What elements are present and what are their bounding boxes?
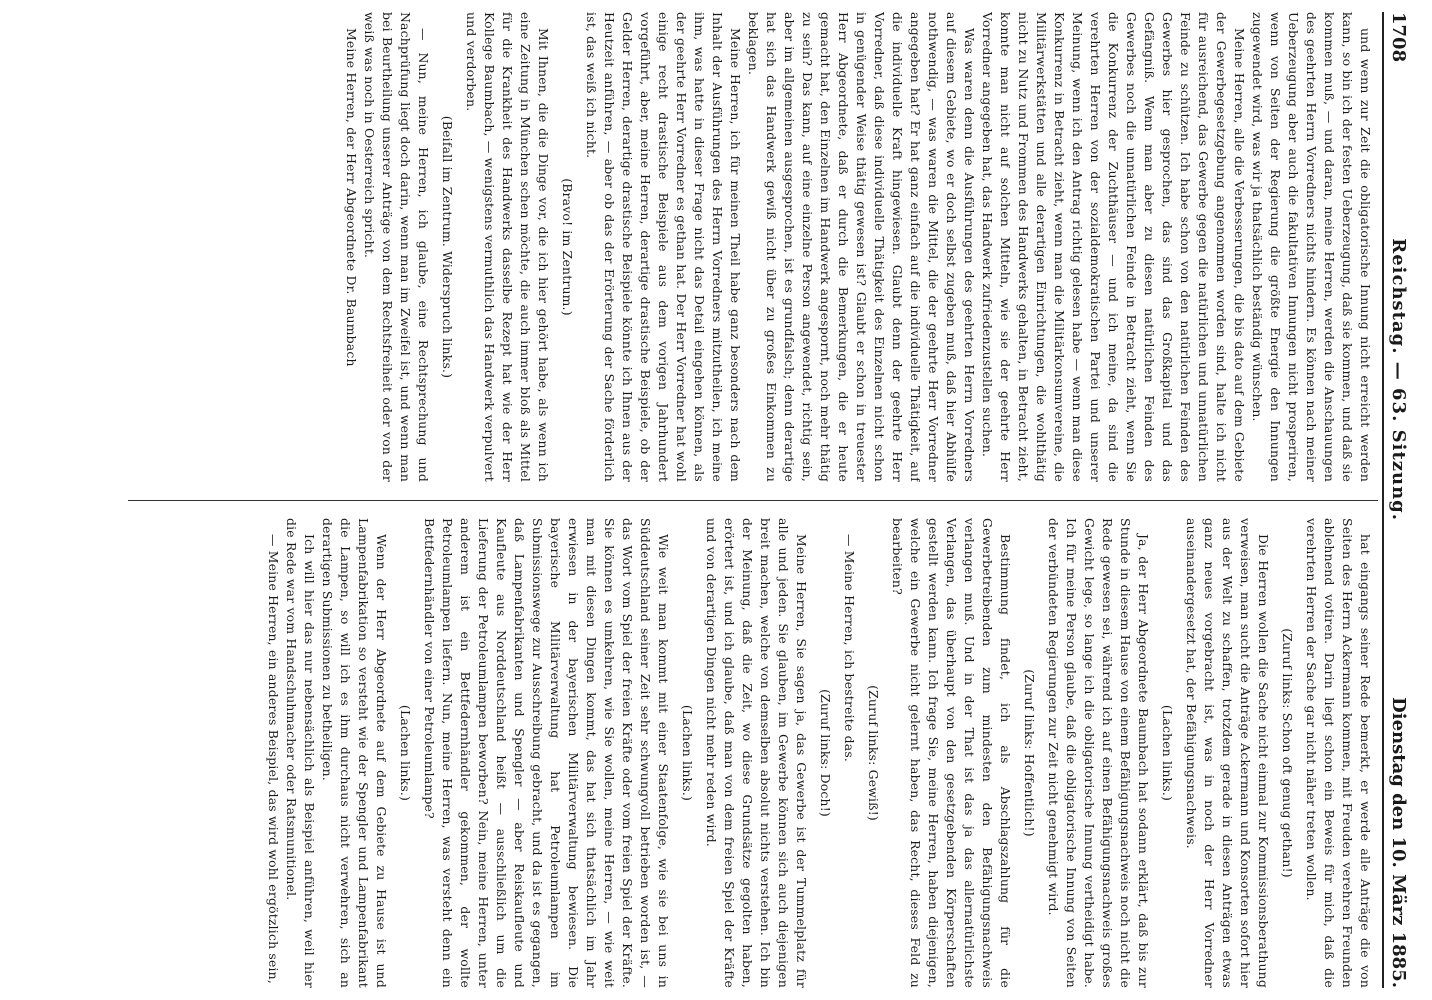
- page-number: 1708: [1388, 12, 1409, 63]
- interjection: (Bravo! im Zentrum.): [560, 178, 575, 316]
- header-title: Reichstag. — 63. Sitzung.: [1388, 238, 1409, 522]
- paragraph: Mit Ihnen, die die Dinge vor, die ich hier gehört habe, als wenn ich eine Zeitung in München schen möchte, die auch immer bloß als Mittel für die Krankheit des Handwerks dasselbe Rezept hat wie der Herr Kollege Baumbach, — wenigstens vermuthlich das Handwerk verpulvert und verdorben.: [464, 12, 551, 482]
- page-header: [1382, 12, 1422, 988]
- interjection: (Lachen links.): [680, 704, 695, 802]
- interjection: (Zuruf links: Hoffentlich!): [1022, 669, 1037, 837]
- paragraph: und wenn zur Zeit die obligatorische Innung nicht erreicht werden kann, so bin ich der festen Ueberzeugung, daß sie kommen, und daß sie kommen muß, — und daran, meine Herren, werden die Anschauungen des geehrten Herrn Vorredners nichts hindern. Es können nach meiner Ueberzeugung aber auch die fakultativen Innungen nicht prosperiren, wenn von Seiten der Regierung die größte Energie den Innungen zugewendet wird, was wir ja thatsächlich beständig wünschen.: [1250, 12, 1373, 482]
- paragraph: — Nun, meine Herren, ich glaube, eine Rechtsprechung und Nachprüfung liegt doch darin, wenn man im Zweifel ist, und wenn man bei Beurtheilung unserer Anträge von dem Rechtsfreiheit oder von der weiß was noch in Oesterreich spricht.: [362, 12, 431, 482]
- paragraph: Was waren denn die Ausführungen des geehrten Herrn Vorredners auf diesem Gebiete, wo er doch selbst zugeben muß, daß hier Abhülfe nothwendig, — was waren die Mittel, die der geehrte Herr Vorredner angegeben hat? Er hat ganz einfach auf die individuelle Thätigkeit, auf die individuelle Kraft hingewiesen. Glaubt denn der geehrte Herr Vorredner, daß diese individuelle Thätigkeit des Einzelnen nicht schon in genügender Weise thätig gewesen ist? Glaubt er schon in treuester Herr Abgeordnete, daß er durch die Bemerkungen, die er heute gemacht hat, den Einzelnen im Handwerk angespornt, noch mehr thätig zu sein? Das kann, auf eine einzelne Person angewendet, richtig sein, aber im allgemeinen ausgesprochen, ist es grundfalsch; denn derartige hat sich das Handwerk gewiß nicht über zu großes Einkommen zu beklagen.: [746, 12, 977, 482]
- interjection: (Lachen links.): [1160, 704, 1175, 802]
- column-divider: [128, 500, 1378, 501]
- paragraph: Wenn der Herr Abgeordnete auf dem Gebiete zu Hause ist und Lampenfabrikation so versteht wie der Spengler und Lampenfabrikant die Lampen, so will ich es ihm durchaus nicht verwehren, sich an derartigen Submissionen zu betheiligen.: [320, 518, 389, 988]
- interjection: (Beifall im Zentrum. Widerspruch links.): [440, 115, 455, 379]
- paragraph: Meine Herren, ich für meinen Theil habe ganz besonders nach dem Inhalt der Ausführungen des Herrn Vorredners mitzutheilen, ich meine ihm, was hatte in dieser Frage nicht das Detail eingehen können, als der geehrte Herr Vorredner es gethan hat. Der Herr Vorredner hat wohl einige recht drastische Beispiele aus dem vorigen Jahrhundert vorgeführt, aber, meine Herren, derartige drastische Beispiele, ob der Gelder Herren, derartige drastische Beispiele könnte ich Ihnen aus der Heutzeit anführen, — aber ob das der Erörterung der Sache förderlich ist, das weiß ich nicht.: [584, 12, 743, 482]
- interjection: (Zuruf links: Schon oft genug gethan!): [1280, 628, 1295, 878]
- paragraph: — Meine Herren, ich bestreite das.: [842, 534, 857, 763]
- paragraph: Meine Herren, der Herr Abgeordnete Dr. Baumbach: [344, 28, 359, 367]
- paragraph: Bestimmung findet, ich als Abschlagszahlung für die Gewerbetreibenden zum mindesten den Befähigungsnachweis verlangen muß. Und in der That ist das ja das allernatürlichste Verlangen, das überhaupt von den gesetzgebenden Körperschaften gestellt werden kann. Ich frage Sie, meine Herren, haben diejenigen, welche ein Gewerbe nicht gelernt haben, das Recht, dieses Feld zu bearbeiten?: [890, 518, 1013, 988]
- paragraph: Meine Herren, Sie sagen ja, das Gewerbe ist der Tummelplatz für alle und jeden. Sie glauben, im Gewerbe können sich auch diejenigen breit machen, welche von demselben absolut nichts verstehen. Ich bin der Meinung, daß die Zeit, wo diese Grundsätze gegolten haben, erörtert ist, und ich glaube, daß man von dem freien Spiel der Kräfte und von derartigen Dingen nicht mehr reden wird.: [704, 518, 809, 988]
- paragraph: Wie weit man kommt mit einer Staatenfolge, wie sie bei uns in Süddeutschland seiner Zeit sehr schwungvoll betrieben worden ist, — das Wort vom Spiel der freien Kräfte oder vom freien Spiel der Kräfte. Sie können es umkehren, wie Sie wollen, meine Herren, — wie weit man mit diesen Dingen kommt, das hat sich thatsächlich im Jahr erwiesen in der bayerischen Militärverwaltung bewiesen. Die bayerische Militärverwaltung hat Petroleumlampen im Submissionswege zur Ausschreibung gebracht, und da ist es gegangen, daß Lampenfabrikanten und Spengler — aber Reiskaufleute und Kaufleute aus Norddeutschland heißt — ausschließlich um die Lieferung der Petroleumlampen beworben? Nein, meine Herren, unter anderem ist ein Bettfedernhändler gekommen, der wollte Petroleumlampen liefern. Nun, meine Herren, was versteht denn ein Bettfedernhändler von einer Petroleumlampe?: [422, 518, 671, 988]
- interjection: (Zuruf links: Gewiß!): [866, 685, 881, 821]
- paragraph: hat eingangs seiner Rede bemerkt, er werde alle Anträge die von Seiten des Herrn Ackermann kommen, mit Freuden verehren Freunden ablehnend votiren. Darin liegt schon ein Beweis für mich, daß die verehrten Herren der Sache gar nicht näher treten wollen.: [1304, 518, 1373, 988]
- paragraph: — Meine Herren, ein anderes Beispiel, das wird wohl ergötzlich sein,: [266, 534, 281, 985]
- header-date: Dienstag den 10. März 1885.: [1388, 697, 1409, 988]
- paragraph: Meine Herren, alle die Verbesserungen, die bis dato auf dem Gebiete der Gewerbegesetzgebung angenommen worden sind, halte ich nicht für ausreichend, das Gewerbe gegen die natürlichen und unnatürlichen Feinde zu schützen. Ich habe schon von den natürlichen Feinden des Gewerbes hier gesprochen, das sind das Großkapital und das Gefängniß. Wenn man aber zu diesen natürlichen Feinden des Gewerbes noch die unnatürlichen Feinde in Betracht zieht, wenn Sie die Konkurrenz der Zuchthäuser — und ich meine, da sind die verehrten Herren von der sozialdemokratischen Partei und unserer Meinung, wenn ich den Antrag richtig gelesen habe — wenn man diese Konkurrenz in Betracht zieht, wenn man die Militärkonsumvereine, die Militärwerkstätten und alle derartigen Einrichtungen, die wohlthätig nicht zu Nutz und Frommen des Handwerks gehalten, in Betracht zieht, konnte man nicht auf solchen Mitteln, wie sie der geehrte Herr Vorredner angegeben hat, das Handwerk zufriedenzustellen suchen.: [980, 12, 1247, 482]
- paragraph: Die Herren wollen die Sache nicht einmal zur Kommissionsberathung verweisen, man sucht die Anträge Ackermann und Konsorten sofort hier aus der Welt zu schaffen, trotzdem gerade in diesen Anträgen etwas ganz neues vorgebracht ist, was in noch der Herr Vorredner auseinandergesetzt hat, der Befähigungsnachweis.: [1184, 518, 1271, 988]
- page-content: [122, 12, 1422, 988]
- right-column: [124, 518, 1374, 988]
- left-column: [124, 12, 1374, 482]
- interjection: (Zuruf links: Doch!): [818, 689, 833, 817]
- paragraph: Ja, der Herr Abgeordnete Baumbach hat sodann erklärt, daß bis zur Stunde in diesem Hause von einem Befähigungsnachweis noch nicht die Rede gewesen sei, während ich auf einen Befähigungsnachweis großes Gewicht lege, so lange ich die obligatorische Innung vertheidigt habe. Ich für meine Person glaube, daß die obligatorische Innung von Seiten der verbündeten Regierungen zur Zeit nicht genehmigt wird.: [1046, 518, 1151, 988]
- paragraph: Ich will hier das nur nebensächlich als Beispiel anführen, weil hier die Rede war vom Handschuhmacher oder Ratsmunitionel.: [284, 518, 317, 988]
- interjection: (Lachen links.): [398, 704, 413, 802]
